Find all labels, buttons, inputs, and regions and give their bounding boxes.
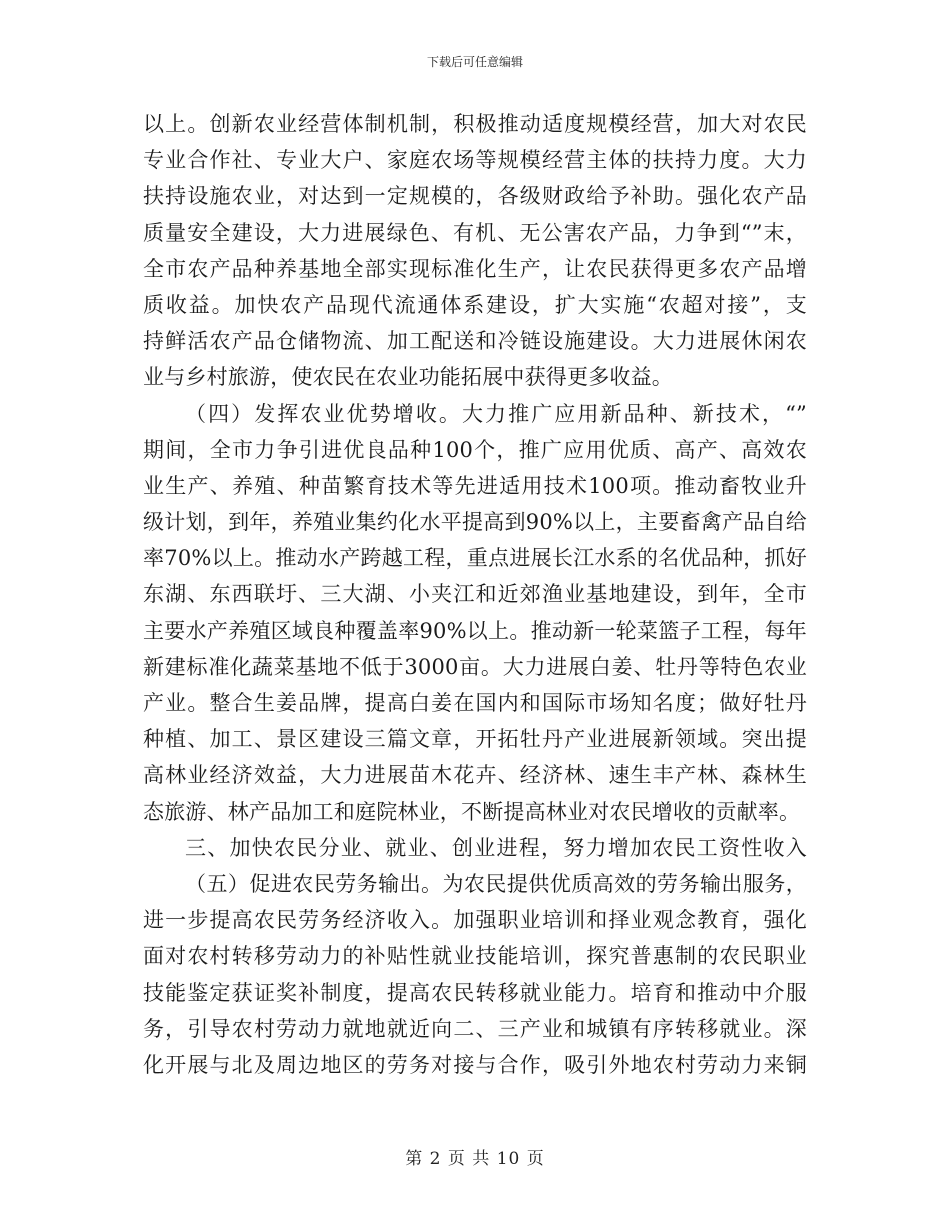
text-line: 产业。整合生姜品牌，提高白姜在国内和国际市场知名度；做好牡丹 <box>143 691 807 715</box>
page-header-note: 下载后可任意编辑 <box>426 55 523 69</box>
text-line: 以上。创新农业经营体制机制，积极推动适度规模经营，加大对农民 <box>143 112 807 136</box>
text-line: 态旅游、林产品加工和庭院林业，不断提高林业对农民增收的贡献率。 <box>143 799 801 824</box>
text-line: 东湖、东西联圩、三大湖、小夹江和近郊渔业基地建设，到年，全市 <box>143 582 807 607</box>
text-line: 新建标准化蔬菜基地不低于3000亩。大力进展白姜、牡丹等特色农业 <box>143 654 807 679</box>
text-line: 进一步提高农民劳务经济收入。加强职业培训和择业观念教育，强化 <box>143 908 807 933</box>
text-line: 质量安全建设，大力进展绿色、有机、无公害农产品，力争到“”末， <box>143 220 807 245</box>
text-line: 质收益。加快农产品现代流通体系建设，扩大实施“农超对接”，支 <box>143 292 807 317</box>
page-number-footer: 第 2 页 共 10 页 <box>405 1149 545 1169</box>
text-line: （五）促进农民劳务输出。为农民提供优质高效的劳务输出服务， <box>185 871 807 896</box>
text-line: 业与乡村旅游，使农民在农业功能拓展中获得更多收益。 <box>143 365 673 390</box>
text-line: 面对农村转移劳动力的补贴性就业技能培训，探究普惠制的农民职业 <box>143 944 807 969</box>
text-line: 高林业经济效益，大力进展苗木花卉、经济林、速生丰产林、森林生 <box>143 763 807 788</box>
text-line: 种植、加工、景区建设三篇文章，开拓牡丹产业进展新领域。突出提 <box>143 727 807 752</box>
text-line: 业生产、养殖、种苗繁育技术等先进适用技术100项。推动畜牧业升 <box>143 473 807 498</box>
text-line: （四）发挥农业优势增收。大力推广应用新品种、新技术，“” <box>185 401 807 426</box>
text-line: 主要水产养殖区域良种覆盖率90%以上。推动新一轮菜篮子工程，每年 <box>143 618 807 643</box>
text-line: 扶持设施农业，对达到一定规模的，各级财政给予补助。强化农产品 <box>143 184 807 209</box>
text-line: 持鲜活农产品仓储物流、加工配送和冷链设施建设。大力进展休闲农 <box>143 329 807 354</box>
text-line: 务，引导农村劳动力就地就近向二、三产业和城镇有序转移就业。深 <box>143 1016 807 1041</box>
text-line: 专业合作社、专业大户、家庭农场等规模经营主体的扶持力度。大力 <box>143 148 807 173</box>
text-line: 化开展与北及周边地区的劳务对接与合作，吸引外地农村劳动力来铜 <box>143 1052 807 1077</box>
text-line: 全市农产品种养基地全部实现标准化生产，让农民获得更多农产品增 <box>143 256 807 281</box>
text-line: 级计划，到年，养殖业集约化水平提高到90%以上，主要畜禽产品自给 <box>143 510 807 535</box>
text-line: 期间，全市力争引进优良品种100个，推广应用优质、高产、高效农 <box>143 437 807 462</box>
text-line: 技能鉴定获证奖补制度，提高农民转移就业能力。培育和推动中介服 <box>143 980 807 1005</box>
text-line: 率70%以上。推动水产跨越工程，重点进展长江水系的名优品种，抓好 <box>143 546 807 571</box>
text-line: 三、加快农民分业、就业、创业进程，努力增加农民工资性收入 <box>185 835 807 860</box>
document-body <box>143 106 807 1083</box>
